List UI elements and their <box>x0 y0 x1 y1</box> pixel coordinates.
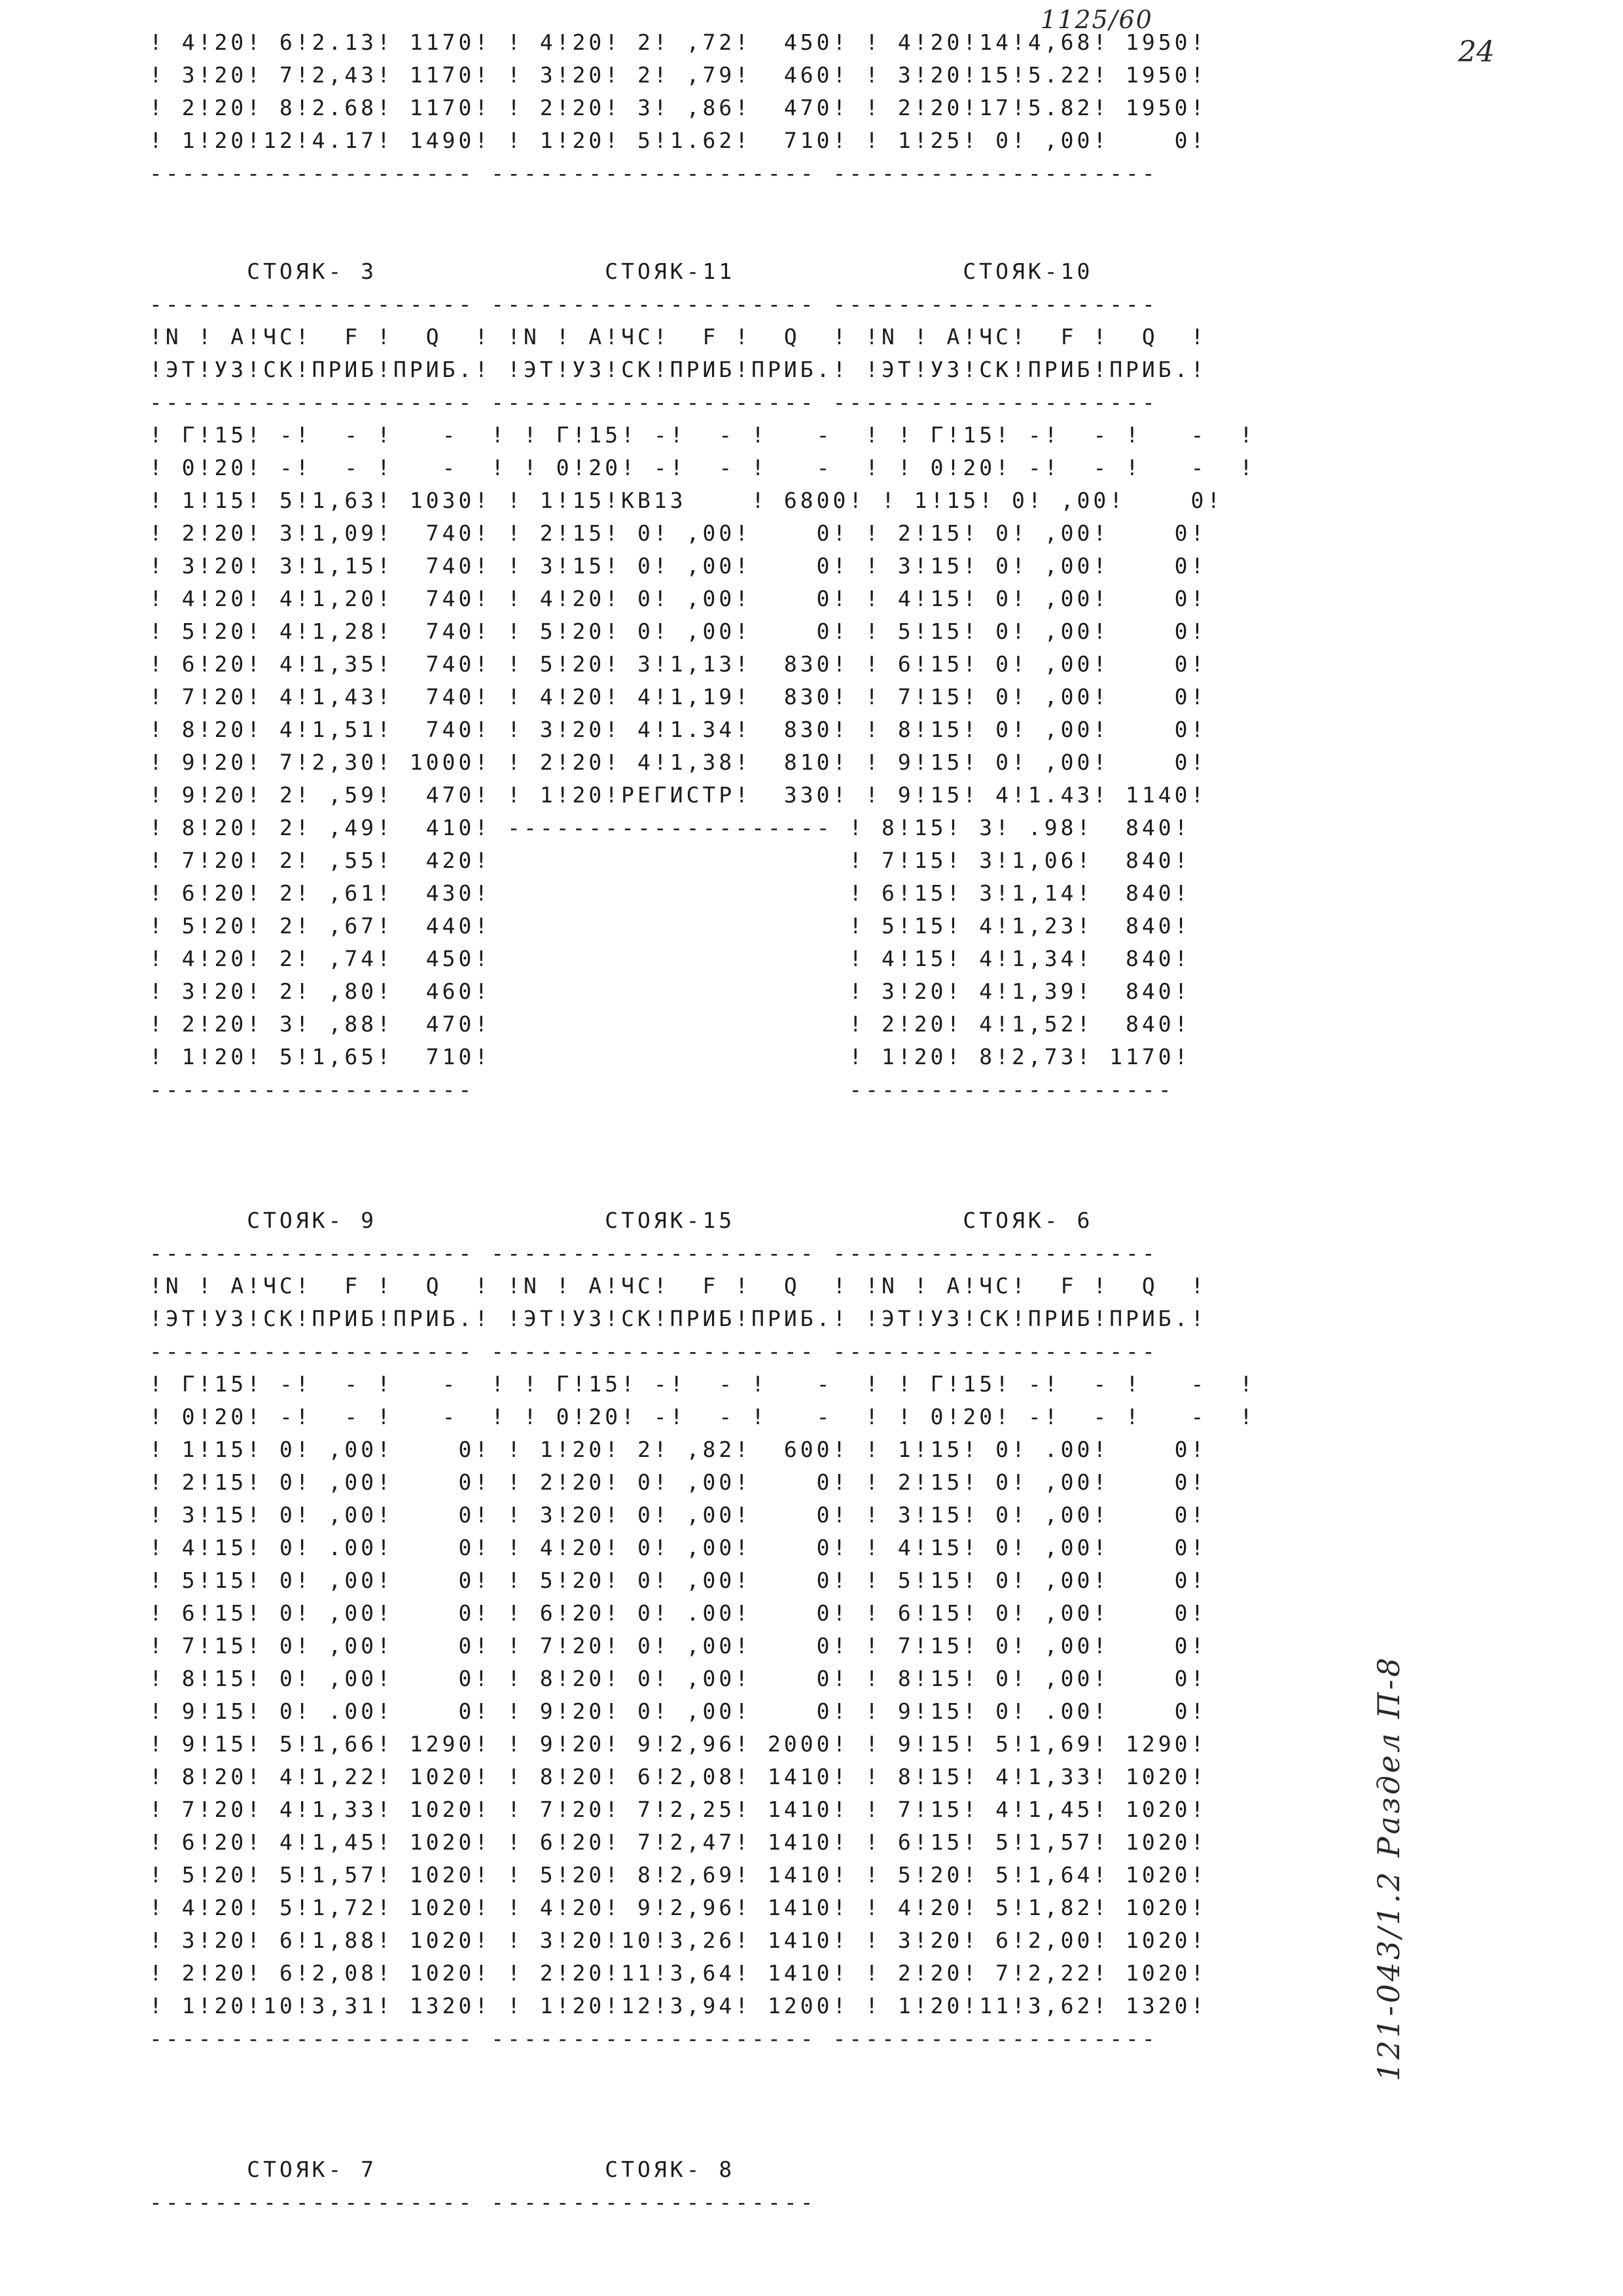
printout-line: ! 4!20! 2! ,74! 450! ! 4!15! 4!1,34! 840! <box>149 946 1191 971</box>
printout-line: ! 1!15! 5!1,63! 1030! ! 1!15!КВ13 ! 6800! ! 1!15! 0! ,00! 0! <box>149 488 1224 513</box>
printout-line <box>149 223 1458 255</box>
printout-line <box>149 2055 1458 2088</box>
printout-line: ! Г!15! -! - ! - ! ! Г!15! -! - ! - ! ! Г!15! -! - ! - ! <box>149 422 1257 448</box>
printout-sheet <box>149 26 1458 2219</box>
printout-line: ! 0!20! -! - ! - ! ! 0!20! -! - ! - ! ! 0!20! -! - ! - ! <box>149 455 1257 480</box>
printout-line: -------------------- -------------------- -------------------- <box>149 389 1158 415</box>
printout-line: -------------------- -------------------- -------------------- <box>149 291 1158 317</box>
printout-line: ! 2!20! 3! ,88! 470! ! 2!20! 4!1,52! 840! <box>149 1011 1191 1037</box>
printout-line: -------------------- -------------------- -------------------- <box>149 160 1158 186</box>
printout-line: ! 7!15! 0! ,00! 0! ! 7!20! 0! ,00! 0! ! 7!15! 0! ,00! 0! <box>149 1633 1207 1659</box>
printout-line: ! 1!15! 0! ,00! 0! ! 1!20! 2! ,82! 600! ! 1!15! 0! .00! 0! <box>149 1437 1207 1462</box>
handwritten-note: 1125/60 <box>1041 5 1153 34</box>
printout-line: ! 7!20! 4!1,33! 1020! ! 7!20! 7!2,25! 1410! ! 7!15! 4!1,45! 1020! <box>149 1797 1207 1822</box>
printout-line: ! 1!20!12!4.17! 1490! ! 1!20! 5!1.62! 710! ! 1!25! 0! ,00! 0! <box>149 128 1207 153</box>
printout-line: -------------------- -------------------- -------------------- <box>149 1338 1158 1364</box>
printout-line: ! 2!20! 6!2,08! 1020! ! 2!20!11!3,64! 1410! ! 2!20! 7!2,22! 1020! <box>149 1960 1207 1986</box>
printout-line <box>149 1139 1458 1172</box>
printout-line: ! 8!20! 4!1,22! 1020! ! 8!20! 6!2,08! 1410! ! 8!15! 4!1,33! 1020! <box>149 1764 1207 1789</box>
printout-line: !ЭТ!УЗ!СК!ПРИБ!ПРИБ.! !ЭТ!УЗ!СК!ПРИБ!ПРИБ.! !ЭТ!УЗ!СК!ПРИБ!ПРИБ.! <box>149 1306 1207 1331</box>
printout-line: -------------------- -------------------- -------------------- <box>149 2026 1158 2051</box>
printout-line: ! 5!20! 5!1,57! 1020! ! 5!20! 8!2,69! 1410! ! 5!20! 5!1,64! 1020! <box>149 1862 1207 1888</box>
printout-line: ! 7!20! 4!1,43! 740! ! 4!20! 4!1,19! 830! ! 7!15! 0! ,00! 0! <box>149 684 1207 709</box>
printout-line <box>149 2121 1458 2153</box>
printout-line: ! 3!20! 2! ,80! 460! ! 3!20! 4!1,39! 840! <box>149 978 1191 1004</box>
printout-line: ! 4!20! 5!1,72! 1020! ! 4!20! 9!2,96! 1410! ! 4!20! 5!1,82! 1020! <box>149 1895 1207 1920</box>
printout-line: ! 6!20! 2! ,61! 430! ! 6!15! 3!1,14! 840! <box>149 880 1191 906</box>
printout-rows <box>149 26 1458 2219</box>
printout-line: ! 4!20! 6!2.13! 1170! ! 4!20! 2! ,72! 450! ! 4!20!14!4,68! 1950! <box>149 29 1207 55</box>
printout-line: ! 5!15! 0! ,00! 0! ! 5!20! 0! ,00! 0! ! 5!15! 0! ,00! 0! <box>149 1568 1207 1593</box>
printout-line: -------------------- -------------------- <box>149 2189 817 2215</box>
printout-line: -------------------- -------------------- -------------------- <box>149 1240 1158 1266</box>
printout-line: ! 6!20! 4!1,35! 740! ! 5!20! 3!1,13! 830! ! 6!15! 0! ,00! 0! <box>149 651 1207 677</box>
printout-line: ! 1!20! 5!1,65! 710! ! 1!20! 8!2,73! 1170! <box>149 1044 1191 1069</box>
printout-line: ! 9!15! 5!1,66! 1290! ! 9!20! 9!2,96! 2000! ! 9!15! 5!1,69! 1290! <box>149 1731 1207 1757</box>
printout-line: ! 9!15! 0! .00! 0! ! 9!20! 0! ,00! 0! ! 9!15! 0! .00! 0! <box>149 1698 1207 1724</box>
printout-line: ! 3!20! 7!2,43! 1170! ! 3!20! 2! ,79! 460! ! 3!20!15!5.22! 1950! <box>149 62 1207 88</box>
printout-line: ! 7!20! 2! ,55! 420! ! 7!15! 3!1,06! 840! <box>149 848 1191 873</box>
printout-line <box>149 2088 1458 2121</box>
printout-line: ! 6!20! 4!1,45! 1020! ! 6!20! 7!2,47! 1410! ! 6!15! 5!1,57! 1020! <box>149 1829 1207 1855</box>
printout-line <box>149 1172 1458 1204</box>
printout-line: СТОЯК- 9 СТОЯК-15 СТОЯК- 6 <box>149 1208 1094 1233</box>
printout-line: СТОЯК- 3 СТОЯК-11 СТОЯК-10 <box>149 259 1094 284</box>
printout-line: ! 8!15! 0! ,00! 0! ! 8!20! 0! ,00! 0! ! 8!15! 0! ,00! 0! <box>149 1666 1207 1691</box>
printout-line: ! 1!20!10!3,31! 1320! ! 1!20!12!3,94! 1200! ! 1!20!11!3,62! 1320! <box>149 1993 1207 2018</box>
printout-line: ! Г!15! -! - ! - ! ! Г!15! -! - ! - ! ! Г!15! -! - ! - ! <box>149 1371 1257 1397</box>
printout-line: ! 3!20! 6!1,88! 1020! ! 3!20!10!3,26! 1410! ! 3!20! 6!2,00! 1020! <box>149 1928 1207 1953</box>
printout-line: ! 6!15! 0! ,00! 0! ! 6!20! 0! .00! 0! ! 6!15! 0! ,00! 0! <box>149 1600 1207 1626</box>
printout-line: !ЭТ!УЗ!СК!ПРИБ!ПРИБ.! !ЭТ!УЗ!СК!ПРИБ!ПРИБ.! !ЭТ!УЗ!СК!ПРИБ!ПРИБ.! <box>149 357 1207 382</box>
printout-line: -------------------- -------------------- <box>149 1077 1175 1102</box>
printout-line <box>149 1106 1458 1139</box>
printout-line: ! 5!20! 4!1,28! 740! ! 5!20! 0! ,00! 0! ! 5!15! 0! ,00! 0! <box>149 619 1207 644</box>
printout-line: ! 2!20! 8!2.68! 1170! ! 2!20! 3! ,86! 470! ! 2!20!17!5.82! 1950! <box>149 95 1207 120</box>
printout-line: ! 3!15! 0! ,00! 0! ! 3!20! 0! ,00! 0! ! 3!15! 0! ,00! 0! <box>149 1502 1207 1528</box>
printout-line: ! 2!20! 3!1,09! 740! ! 2!15! 0! ,00! 0! ! 2!15! 0! ,00! 0! <box>149 520 1207 546</box>
printout-line: !N ! А!ЧС! F ! Q ! !N ! А!ЧС! F ! Q ! !N ! А!ЧС! F ! Q ! <box>149 1273 1207 1299</box>
printout-line: ! 3!20! 3!1,15! 740! ! 3!15! 0! ,00! 0! ! 3!15! 0! ,00! 0! <box>149 553 1207 579</box>
printout-line: ! 9!20! 2! ,59! 470! ! 1!20!РЕГИСТР! 330! ! 9!15! 4!1.43! 1140! <box>149 782 1207 808</box>
printout-line: ! 4!20! 4!1,20! 740! ! 4!20! 0! ,00! 0! ! 4!15! 0! ,00! 0! <box>149 586 1207 611</box>
printout-line: ! 8!20! 4!1,51! 740! ! 3!20! 4!1.34! 830! ! 8!15! 0! ,00! 0! <box>149 717 1207 742</box>
printout-line: ! 0!20! -! - ! - ! ! 0!20! -! - ! - ! ! 0!20! -! - ! - ! <box>149 1404 1257 1429</box>
printout-line <box>149 190 1458 223</box>
printout-line: ! 8!20! 2! ,49! 410! -------------------- ! 8!15! 3! .98! 840! <box>149 815 1191 840</box>
printout-line: ! 5!20! 2! ,67! 440! ! 5!15! 4!1,23! 840! <box>149 913 1191 939</box>
printout-line: ! 9!20! 7!2,30! 1000! ! 2!20! 4!1,38! 810! ! 9!15! 0! ,00! 0! <box>149 749 1207 775</box>
side-stamp: 121-043/1.2 Раздел П-8 <box>1371 1655 1406 2081</box>
printout-line: ! 4!15! 0! .00! 0! ! 4!20! 0! ,00! 0! ! 4!15! 0! ,00! 0! <box>149 1535 1207 1560</box>
printout-line: ! 2!15! 0! ,00! 0! ! 2!20! 0! ,00! 0! ! 2!15! 0! ,00! 0! <box>149 1469 1207 1495</box>
page-number: 24 <box>1458 35 1495 69</box>
printout-line: !N ! А!ЧС! F ! Q ! !N ! А!ЧС! F ! Q ! !N ! А!ЧС! F ! Q ! <box>149 324 1207 350</box>
printout-line: СТОЯК- 7 СТОЯК- 8 <box>149 2157 736 2182</box>
